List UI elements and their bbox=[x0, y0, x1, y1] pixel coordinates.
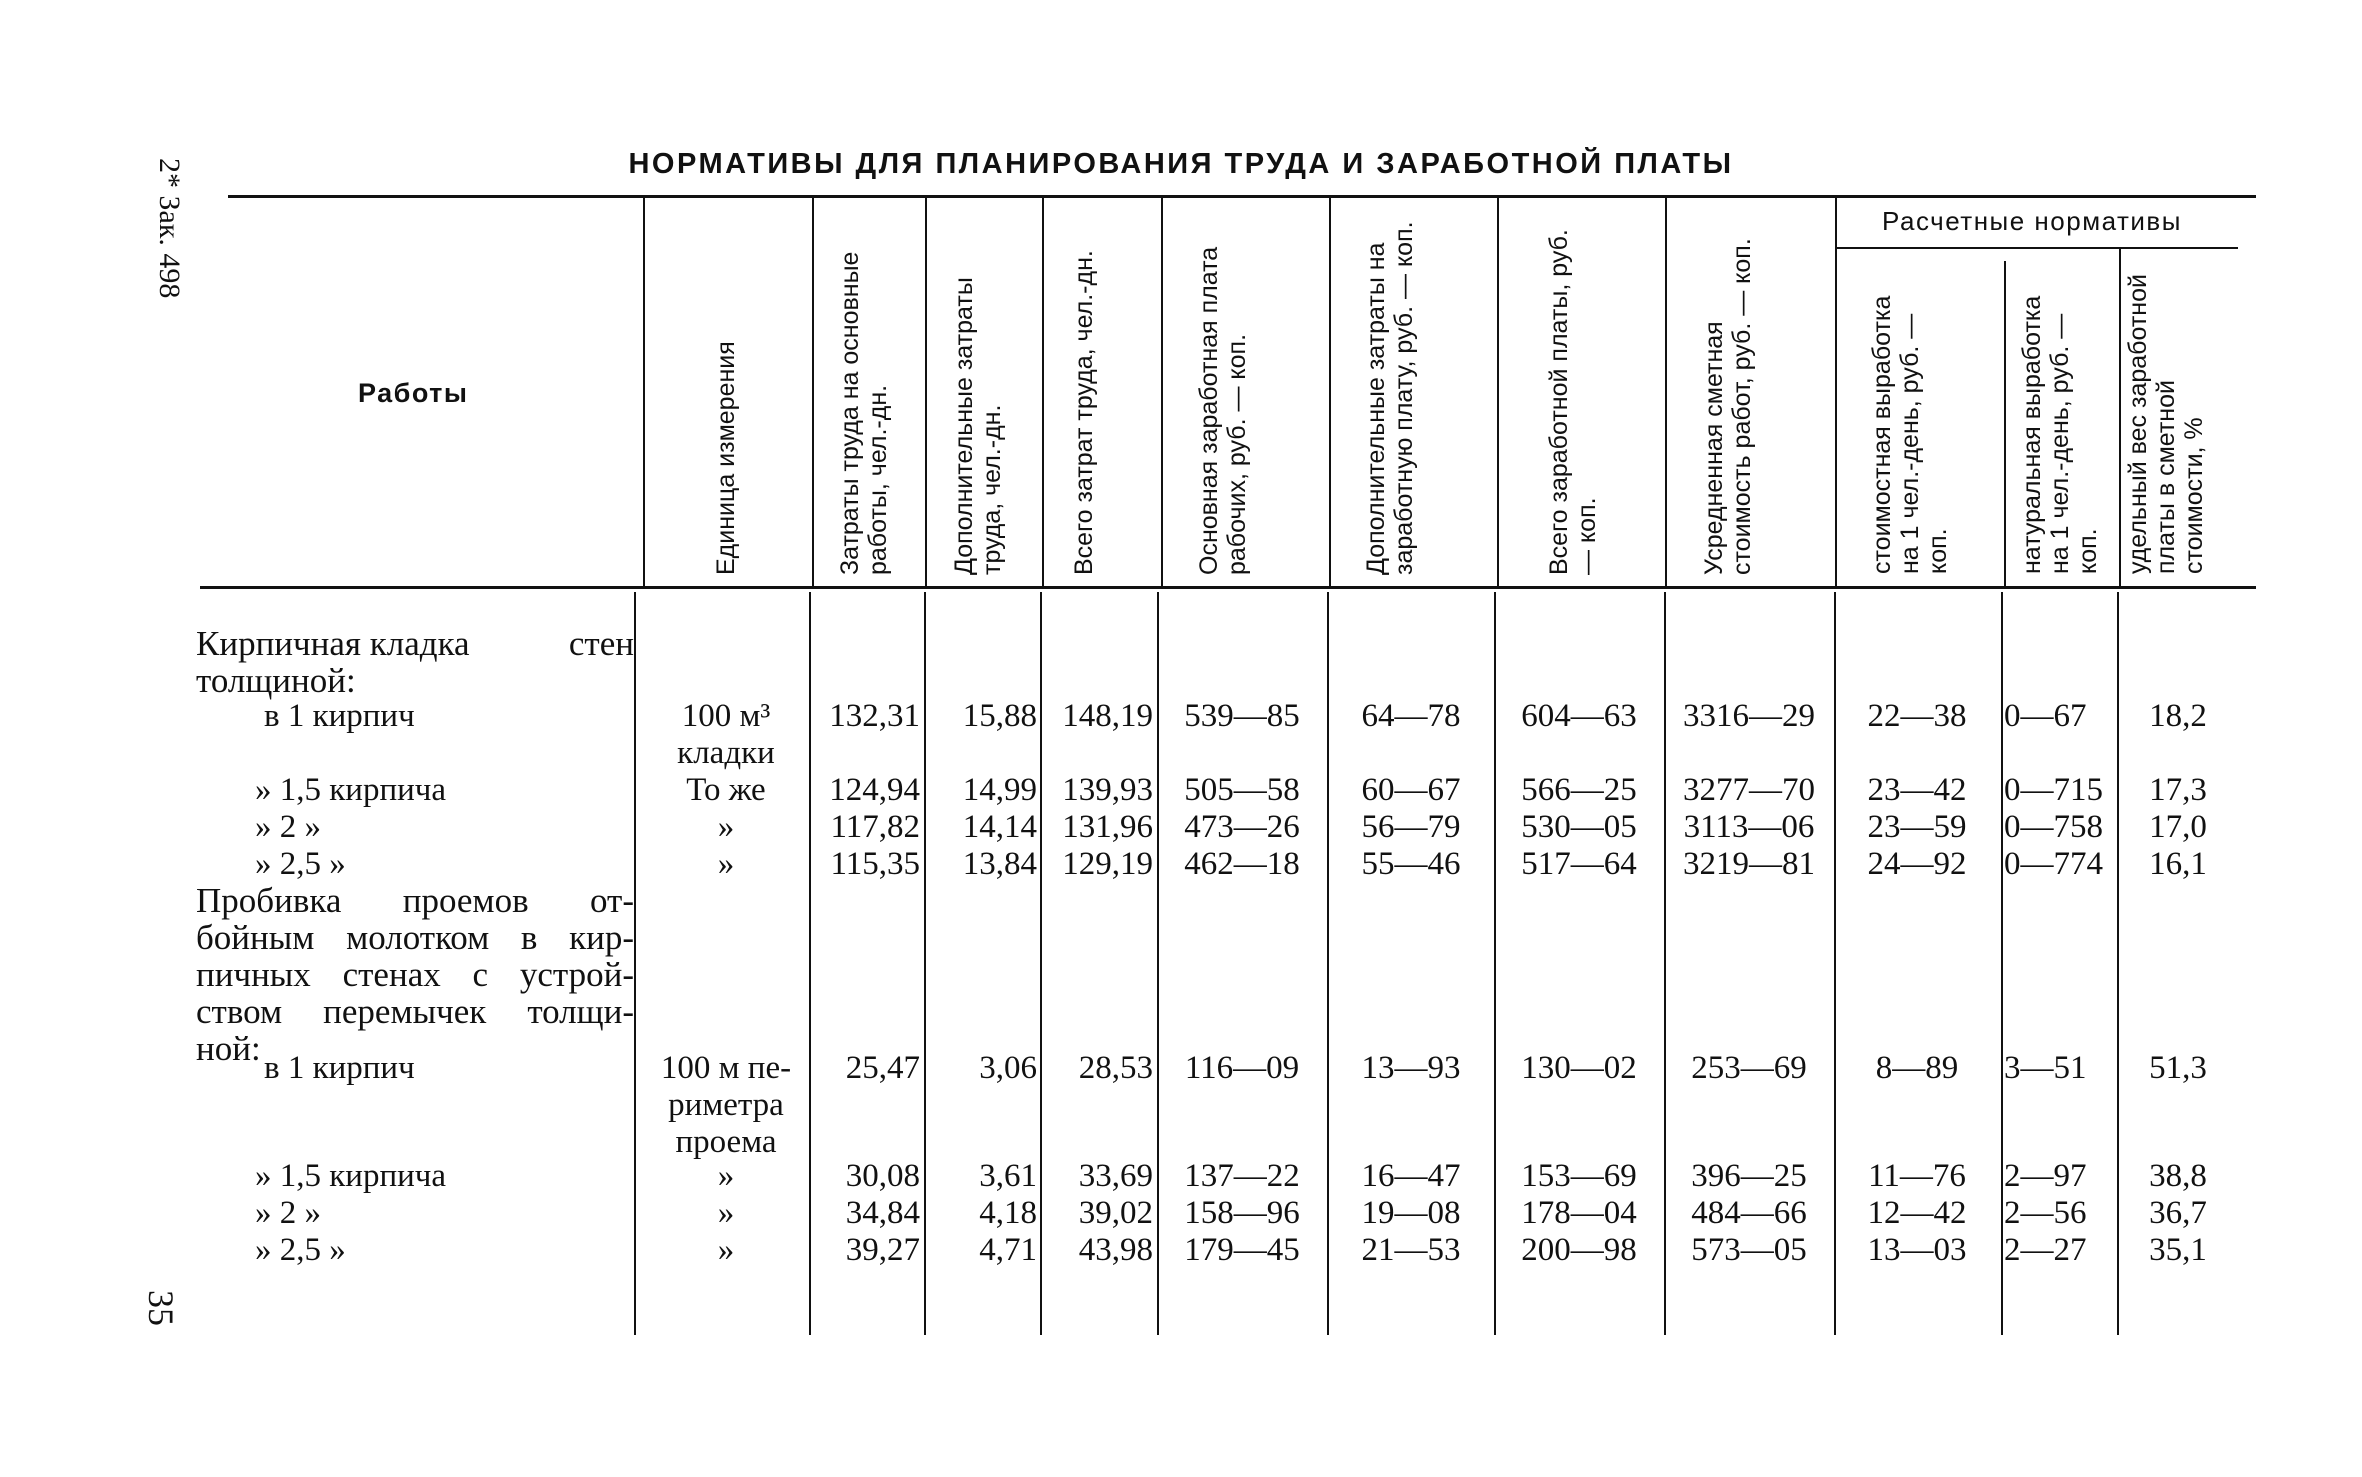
header-wage-share: удельный вес заработной платы в сметной стоимости, % bbox=[2124, 274, 2208, 574]
row-unit-line: » bbox=[717, 1195, 735, 1231]
cell-total-wage: 530—05 bbox=[1521, 809, 1637, 845]
cell-wage-share: 38,8 bbox=[2149, 1158, 2207, 1194]
cell-extra-wage: 13—93 bbox=[1361, 1050, 1461, 1086]
cell-nat-output: 0—774 bbox=[2004, 846, 2103, 882]
header-divider bbox=[1329, 197, 1331, 586]
table-top-rule bbox=[228, 195, 2256, 198]
row-name: » 1,5 кирпича bbox=[255, 772, 447, 808]
row-name: » 2,5 » bbox=[255, 846, 346, 882]
cell-extra-labor: 14,14 bbox=[962, 809, 1037, 845]
page-number: 35 bbox=[141, 1290, 181, 1326]
cell-total-labor: 129,19 bbox=[1062, 846, 1153, 882]
row-unit-line: кладки bbox=[677, 735, 775, 771]
row-unit-line: » bbox=[717, 809, 735, 845]
row-unit-line: проема bbox=[675, 1124, 777, 1160]
row-unit bbox=[642, 846, 810, 883]
cell-main-wage: 539—85 bbox=[1184, 698, 1300, 734]
cell-extra-labor: 14,99 bbox=[962, 772, 1037, 808]
header-cost-output: стоимостная выработка на 1 чел.-день, руб. — коп. bbox=[1868, 295, 1952, 574]
body-divider bbox=[1834, 592, 1836, 1335]
cell-main-labor: 30,08 bbox=[845, 1158, 920, 1194]
row-unit-line: 100 м³ bbox=[681, 698, 771, 734]
cell-wage-share: 17,0 bbox=[2149, 809, 2207, 845]
row-unit bbox=[642, 772, 810, 809]
row-name: » 1,5 кирпича bbox=[255, 1158, 447, 1194]
cell-nat-output: 2—56 bbox=[2004, 1195, 2087, 1231]
cell-main-wage: 462—18 bbox=[1184, 846, 1300, 882]
cell-nat-output: 2—97 bbox=[2004, 1158, 2087, 1194]
cell-avg-cost: 3113—06 bbox=[1683, 809, 1815, 845]
header-bottom-rule bbox=[200, 586, 2256, 589]
cell-extra-wage: 19—08 bbox=[1361, 1195, 1461, 1231]
cell-main-labor: 39,27 bbox=[845, 1232, 920, 1268]
cell-nat-output: 0—758 bbox=[2004, 809, 2103, 845]
header-extra-labor: Дополнительные затраты труда, чел.-дн. bbox=[950, 277, 1006, 575]
order-label: 2* Зак. 498 bbox=[153, 158, 186, 299]
group-title bbox=[196, 625, 634, 699]
row-name: » 2 » bbox=[255, 809, 321, 845]
header-work: Работы bbox=[358, 378, 469, 408]
cell-extra-wage: 64—78 bbox=[1361, 698, 1461, 734]
cell-nat-output: 0—67 bbox=[2004, 698, 2087, 734]
cell-total-wage: 517—64 bbox=[1521, 846, 1637, 882]
body-divider bbox=[1157, 592, 1159, 1335]
header-total-wage: Всего заработной платы, руб. — коп. bbox=[1545, 229, 1601, 575]
header-calc-group: Расчетные нормативы bbox=[1882, 206, 2182, 236]
header-nat-output: натуральная выработка на 1 чел.-день, руб. — коп. bbox=[2018, 295, 2102, 574]
header-divider bbox=[1161, 197, 1163, 586]
body-divider bbox=[1664, 592, 1666, 1335]
cell-total-wage: 178—04 bbox=[1521, 1195, 1637, 1231]
cell-extra-wage: 16—47 bbox=[1361, 1158, 1461, 1194]
cell-extra-wage: 55—46 bbox=[1361, 846, 1461, 882]
row-unit-line: 100 м пе- bbox=[660, 1050, 792, 1086]
cell-wage-share: 35,1 bbox=[2149, 1232, 2207, 1268]
cell-wage-share: 51,3 bbox=[2149, 1050, 2207, 1086]
cell-main-wage: 116—09 bbox=[1184, 1050, 1300, 1086]
cell-total-labor: 139,93 bbox=[1062, 772, 1153, 808]
group-title-line: толщиной: bbox=[196, 661, 356, 700]
header-total-labor: Всего затрат труда, чел.-дн. bbox=[1070, 250, 1098, 575]
header-divider bbox=[1835, 197, 1837, 586]
header-unit: Единица измерения bbox=[712, 341, 740, 575]
row-unit bbox=[642, 1050, 810, 1161]
cell-avg-cost: 253—69 bbox=[1691, 1050, 1807, 1086]
cell-avg-cost: 396—25 bbox=[1691, 1158, 1807, 1194]
header-divider bbox=[1042, 197, 1044, 586]
header-divider bbox=[2119, 249, 2121, 586]
cell-wage-share: 36,7 bbox=[2149, 1195, 2207, 1231]
cell-wage-share: 16,1 bbox=[2149, 846, 2207, 882]
cell-total-wage: 566—25 bbox=[1521, 772, 1637, 808]
row-unit-line: » bbox=[717, 846, 735, 882]
cell-avg-cost: 3316—29 bbox=[1683, 698, 1815, 734]
row-unit-line: То же bbox=[686, 772, 766, 808]
group-header-rule bbox=[1835, 247, 2238, 249]
header-divider bbox=[1497, 197, 1499, 586]
group-title-line: пичных стенах с устрой- bbox=[196, 955, 634, 994]
cell-wage-share: 18,2 bbox=[2149, 698, 2207, 734]
body-divider bbox=[634, 592, 636, 1335]
cell-extra-labor: 13,84 bbox=[962, 846, 1037, 882]
cell-cost-output: 12—42 bbox=[1867, 1195, 1967, 1231]
cell-extra-wage: 60—67 bbox=[1361, 772, 1461, 808]
cell-extra-wage: 21—53 bbox=[1361, 1232, 1461, 1268]
row-unit-line: риметра bbox=[668, 1087, 784, 1123]
cell-total-wage: 604—63 bbox=[1521, 698, 1637, 734]
body-divider bbox=[2001, 592, 2003, 1335]
body-divider bbox=[2117, 592, 2119, 1335]
cell-total-wage: 153—69 bbox=[1521, 1158, 1637, 1194]
cell-total-labor: 28,53 bbox=[1078, 1050, 1153, 1086]
body-divider bbox=[1494, 592, 1496, 1335]
header-divider bbox=[643, 197, 645, 586]
header-avg-cost: Усредненная сметная стоимость работ, руб. — коп. bbox=[1700, 238, 1756, 575]
group-title-line: ной: bbox=[196, 1029, 261, 1068]
cell-total-wage: 200—98 bbox=[1521, 1232, 1637, 1268]
cell-main-wage: 158—96 bbox=[1184, 1195, 1300, 1231]
group-title-line: Пробивка проемов от- bbox=[196, 881, 634, 920]
body-divider bbox=[1040, 592, 1042, 1335]
cell-main-labor: 115,35 bbox=[830, 846, 920, 882]
cell-wage-share: 17,3 bbox=[2149, 772, 2207, 808]
header-extra-wage: Дополнительные затраты на заработную плату, руб. — коп. bbox=[1362, 221, 1418, 575]
cell-extra-wage: 56—79 bbox=[1361, 809, 1461, 845]
cell-total-labor: 43,98 bbox=[1078, 1232, 1153, 1268]
header-divider bbox=[2004, 261, 2006, 586]
cell-main-wage: 179—45 bbox=[1184, 1232, 1300, 1268]
header-divider bbox=[1665, 197, 1667, 586]
row-unit bbox=[642, 1195, 810, 1232]
cell-extra-labor: 4,71 bbox=[979, 1232, 1037, 1268]
cell-nat-output: 2—27 bbox=[2004, 1232, 2087, 1268]
body-divider bbox=[924, 592, 926, 1335]
cell-total-labor: 131,96 bbox=[1062, 809, 1153, 845]
cell-total-labor: 148,19 bbox=[1062, 698, 1153, 734]
cell-main-wage: 137—22 bbox=[1184, 1158, 1300, 1194]
cell-main-wage: 505—58 bbox=[1184, 772, 1300, 808]
cell-cost-output: 23—59 bbox=[1867, 809, 1967, 845]
row-unit bbox=[642, 1232, 810, 1269]
cell-avg-cost: 3219—81 bbox=[1683, 846, 1815, 882]
cell-extra-labor: 15,88 bbox=[962, 698, 1037, 734]
cell-total-labor: 39,02 bbox=[1078, 1195, 1153, 1231]
cell-main-labor: 132,31 bbox=[829, 698, 920, 734]
cell-avg-cost: 3277—70 bbox=[1683, 772, 1815, 808]
group-title-word: Кирпичная кладка bbox=[196, 624, 470, 663]
group-title-line: бойным молотком в кир- bbox=[196, 918, 634, 957]
row-name: в 1 кирпич bbox=[264, 698, 415, 734]
body-divider bbox=[1327, 592, 1329, 1335]
row-unit-line: » bbox=[717, 1158, 735, 1194]
row-unit bbox=[642, 698, 810, 772]
cell-avg-cost: 573—05 bbox=[1691, 1232, 1807, 1268]
row-name: в 1 кирпич bbox=[264, 1050, 415, 1086]
row-name: » 2,5 » bbox=[255, 1232, 346, 1268]
cell-main-labor: 25,47 bbox=[845, 1050, 920, 1086]
cell-cost-output: 23—42 bbox=[1867, 772, 1967, 808]
cell-avg-cost: 484—66 bbox=[1691, 1195, 1807, 1231]
cell-total-wage: 130—02 bbox=[1521, 1050, 1637, 1086]
group-title-line: ством перемычек толщи- bbox=[196, 992, 634, 1031]
cell-extra-labor: 3,61 bbox=[979, 1158, 1037, 1194]
row-name: » 2 » bbox=[255, 1195, 321, 1231]
cell-cost-output: 11—76 bbox=[1868, 1158, 1966, 1194]
group-title bbox=[196, 882, 634, 1067]
cell-main-labor: 117,82 bbox=[830, 809, 920, 845]
cell-cost-output: 22—38 bbox=[1867, 698, 1967, 734]
header-divider bbox=[812, 197, 814, 586]
cell-total-labor: 33,69 bbox=[1078, 1158, 1153, 1194]
cell-nat-output: 3—51 bbox=[2004, 1050, 2087, 1086]
cell-cost-output: 13—03 bbox=[1867, 1232, 1967, 1268]
group-title-line bbox=[196, 625, 634, 662]
header-divider bbox=[925, 197, 927, 586]
cell-main-labor: 34,84 bbox=[845, 1195, 920, 1231]
page-title: НОРМАТИВЫ ДЛЯ ПЛАНИРОВАНИЯ ТРУДА И ЗАРАБОТНОЙ ПЛАТЫ bbox=[628, 148, 1734, 180]
cell-cost-output: 8—89 bbox=[1875, 1050, 1959, 1086]
row-unit bbox=[642, 1158, 810, 1195]
cell-extra-labor: 4,18 bbox=[979, 1195, 1037, 1231]
group-title-word: стен bbox=[568, 624, 634, 663]
cell-cost-output: 24—92 bbox=[1867, 846, 1967, 882]
row-unit-line: » bbox=[717, 1232, 735, 1268]
cell-extra-labor: 3,06 bbox=[979, 1050, 1037, 1086]
header-main-wage: Основная заработная плата рабочих, руб. — коп. bbox=[1195, 246, 1251, 575]
cell-nat-output: 0—715 bbox=[2004, 772, 2103, 808]
row-unit bbox=[642, 809, 810, 846]
cell-main-wage: 473—26 bbox=[1184, 809, 1300, 845]
header-main-labor: Затраты труда на основные работы, чел.-дн. bbox=[836, 251, 892, 575]
cell-main-labor: 124,94 bbox=[829, 772, 920, 808]
